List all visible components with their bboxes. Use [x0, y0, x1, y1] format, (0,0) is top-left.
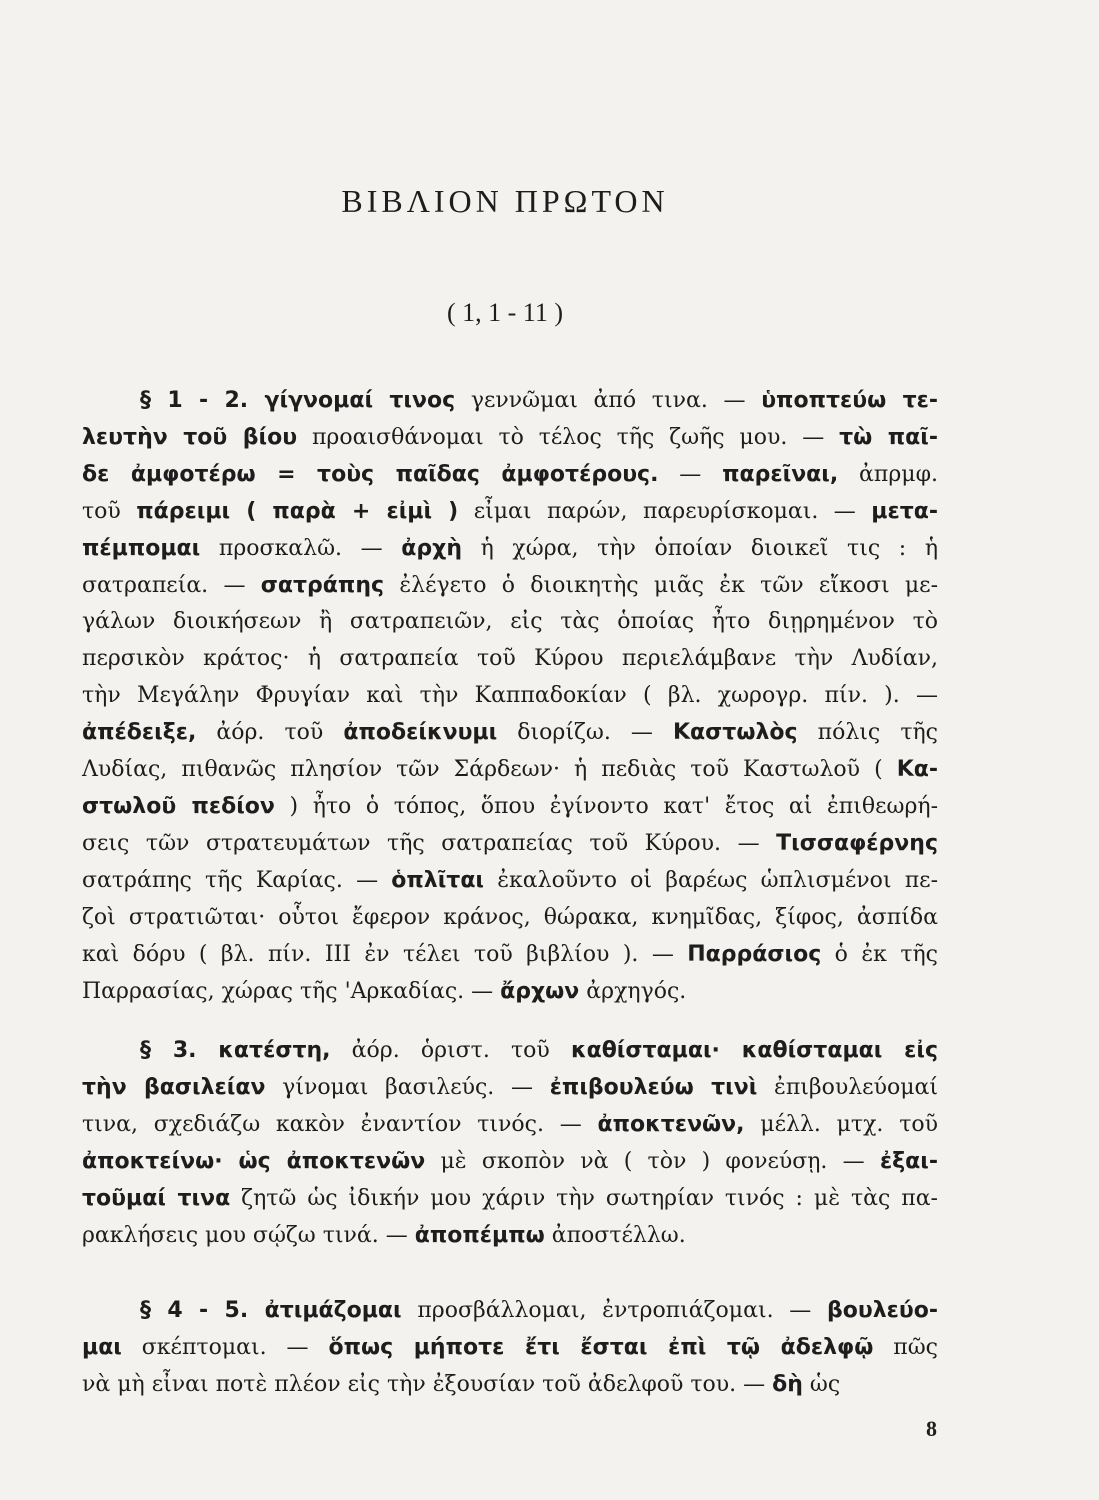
text-line: [82, 900, 938, 937]
lemma-term: § 3. κατέστη,: [140, 1038, 331, 1063]
lemma-term: λευτὴν τοῦ βίου: [82, 424, 298, 450]
gloss-text: προσβάλλομαι, ἐντροπιάζομαι. —: [401, 1298, 827, 1323]
text-line: [82, 937, 938, 974]
lemma-term: ἄρχων: [500, 978, 580, 1004]
section-3: [82, 1033, 938, 1254]
lemma-term: Κα-: [896, 757, 938, 783]
text-line: [82, 1330, 938, 1367]
text-line: [82, 1144, 938, 1181]
gloss-text: ἡ χώρα, τὴν ὁποίαν διοικεῖ τις : ἡ: [461, 535, 939, 561]
text-line: [82, 531, 938, 568]
lemma-term: δὴ: [772, 1371, 803, 1397]
text-line: [82, 1367, 938, 1404]
gloss-text: ἀπρμφ.: [838, 461, 938, 487]
lemma-term: πάρειμι ( παρὰ + εἰμὶ ): [136, 498, 459, 524]
gloss-text: ρακλήσεις μου σῴζω τινά. —: [82, 1222, 415, 1248]
gloss-text: σεις τῶν στρατευμάτων τῆς σατραπείας τοῦ Κύρου. —: [82, 830, 777, 856]
gloss-text: ) ἦτο ὁ τόπος, ὅπου ἐγίνοντο κατ' ἔτος αἱ ἐπιθεωρή-: [274, 793, 939, 819]
lemma-term: παρεῖναι,: [722, 461, 839, 487]
lemma-term: ἀποκτενῶν,: [597, 1111, 745, 1137]
lemma-term: ἀποπέμπω: [414, 1222, 545, 1248]
lemma-term: ἐπιβουλεύω τινὶ: [549, 1074, 758, 1100]
gloss-text: —: [658, 461, 723, 487]
gloss-text: μέλλ. μτχ. τοῦ: [744, 1111, 938, 1137]
text-line: [82, 383, 938, 420]
gloss-text: ἀόρ. τοῦ: [196, 720, 344, 746]
lemma-term: Παρράσιος: [687, 941, 822, 967]
text-line: [82, 715, 938, 752]
gloss-text: τινα, σχεδιάζω κακὸν ἐναντίον τινός. —: [82, 1111, 598, 1137]
lemma-term: σατράπης: [260, 572, 385, 598]
gloss-text: πῶς: [873, 1334, 938, 1360]
gloss-text: προαισθάνομαι τὸ τέλος τῆς ζωῆς μου. —: [297, 424, 840, 450]
lemma-term: μετα-: [871, 498, 938, 524]
gloss-text: ἐκαλοῦντο οἱ βαρέως ὡπλισμένοι πε-: [484, 867, 938, 893]
gloss-text: γίνομαι βασιλεύς. —: [265, 1074, 550, 1100]
lemma-term: τὴν βασιλείαν: [82, 1074, 266, 1100]
gloss-text: ἀρχηγός.: [579, 978, 687, 1004]
page-title: ΒΙΒΛΙΟΝ ΠΡΩΤΟΝ: [341, 183, 669, 219]
page-number: 8: [926, 1416, 937, 1441]
text-line: [82, 1107, 938, 1144]
text-line: [82, 752, 938, 789]
gloss-text: τοῦ: [82, 498, 137, 524]
gloss-text: γεννῶμαι ἀπό τινα. —: [455, 388, 762, 413]
lemma-term: ἀποδείκνυμι: [343, 720, 498, 746]
gloss-text: σκέπτομαι. —: [121, 1334, 329, 1360]
lemma-term: πέμπομαι: [82, 535, 201, 561]
lemma-term: βουλεύο-: [826, 1298, 938, 1323]
text-line: [82, 826, 938, 863]
text-line: [82, 457, 938, 494]
lemma-term: ἐξαι-: [879, 1148, 938, 1174]
gloss-text: σατραπεία. —: [82, 572, 261, 598]
gloss-text: νὰ μὴ εἶναι ποτὲ πλέον εἰς τὴν ἐξουσίαν τοῦ ἀδελφοῦ του. —: [82, 1371, 773, 1397]
gloss-text: μὲ σκοπὸν νὰ ( τὸν ) φονεύσῃ. —: [425, 1148, 880, 1174]
gloss-text: εἶμαι παρών, παρευρίσκομαι. —: [458, 498, 872, 524]
text-line: [82, 568, 938, 605]
lemma-term: δε ἀμφοτέρω = τοὺς παῖδας ἀμφοτέρους.: [82, 461, 659, 487]
gloss-text: ὁ ἐκ τῆς: [821, 941, 939, 967]
text-line: [82, 863, 938, 900]
gloss-text: ἐλέγετο ὁ διοικητὴς μιᾶς ἐκ τῶν εἴκοσι με-: [384, 572, 939, 598]
gloss-text: πόλις τῆς: [797, 720, 938, 746]
text-line: [82, 1218, 938, 1255]
lemma-term: ὑποπτεύω τε-: [761, 388, 939, 413]
text-line: [82, 1293, 938, 1330]
lemma-term: καθίσταμαι· καθίσταμαι εἰς: [570, 1038, 938, 1063]
lemma-term: μαι: [82, 1334, 122, 1360]
gloss-text: προσκαλῶ. —: [200, 535, 402, 561]
text-line: [82, 1070, 938, 1107]
text-line: [82, 604, 938, 641]
lemma-term: ὅπως μήποτε ἔτι ἔσται ἐπὶ τῷ ἀδελφῷ: [328, 1334, 874, 1360]
text-line: [82, 641, 938, 678]
gloss-text: ὡς: [802, 1371, 841, 1397]
chapter-range: ( 1, 1 - 11 ): [446, 298, 563, 327]
gloss-text: Λυδίας, πιθανῶς πλησίον τῶν Σάρδεων· ἡ πεδιὰς τοῦ Καστωλοῦ (: [82, 757, 897, 783]
section-4-5: [82, 1293, 938, 1404]
gloss-text: διορίζω. —: [497, 720, 673, 746]
gloss-text: ἀόρ. ὁριστ. τοῦ: [330, 1038, 571, 1063]
lemma-term: τοῦμαί τινα: [82, 1185, 231, 1211]
gloss-text: περσικὸν κράτος· ἡ σατραπεία τοῦ Κύρου περιελάμβανε τὴν Λυδίαν,: [82, 646, 938, 672]
gloss-text: ἐπιβουλεύομαί: [757, 1074, 938, 1100]
lemma-term: ὁπλῖται: [391, 867, 485, 893]
text-line: [82, 420, 938, 457]
lemma-term: § 4 - 5. ἀτιμάζομαι: [140, 1298, 402, 1323]
gloss-text: γάλων διοικήσεων ἢ σατραπειῶν, εἰς τὰς ὁποίας ἦτο διῃρημένον τὸ: [82, 609, 938, 635]
gloss-text: ζοὶ στρατιῶται· οὗτοι ἔφερον κράνος, θώρακα, κνημῖδας, ξίφος, ἀσπίδα: [82, 904, 938, 930]
text-line: [82, 1181, 938, 1218]
text-line: [82, 974, 938, 1011]
text-line: [82, 494, 938, 531]
gloss-text: Παρρασίας, χώρας τῆς 'Αρκαδίας. —: [82, 978, 501, 1004]
lemma-term: Καστωλὸς: [673, 720, 798, 746]
gloss-text: σατράπης τῆς Καρίας. —: [82, 867, 392, 893]
gloss-text: ἀποστέλλω.: [544, 1222, 686, 1248]
text-line: [82, 1033, 938, 1070]
gloss-text: τὴν Μεγάλην Φρυγίαν καὶ τὴν Καππαδοκίαν ( βλ. χωρογρ. πίν. ). —: [82, 683, 938, 709]
gloss-text: καὶ δόρυ ( βλ. πίν. III ἐν τέλει τοῦ βιβλίου ). —: [82, 941, 688, 967]
text-line: [82, 678, 938, 715]
gloss-text: ζητῶ ὡς ἰδικήν μου χάριν τὴν σωτηρίαν τινός : μὲ τὰς πα-: [230, 1185, 938, 1211]
section-1-2: [82, 383, 938, 1010]
lemma-term: ἀποκτείνω· ὡς ἀποκτενῶν: [82, 1148, 426, 1174]
lemma-term: ἀπέδειξε,: [82, 720, 197, 746]
lemma-term: στωλοῦ πεδίον: [82, 793, 275, 819]
lemma-term: τὼ παῖ-: [839, 424, 938, 450]
lemma-term: Τισσαφέρνης: [776, 830, 938, 856]
text-line: [82, 789, 938, 826]
lemma-term: ἀρχὴ: [401, 535, 462, 561]
lemma-term: § 1 - 2. γίγνομαί τινος: [140, 388, 456, 413]
